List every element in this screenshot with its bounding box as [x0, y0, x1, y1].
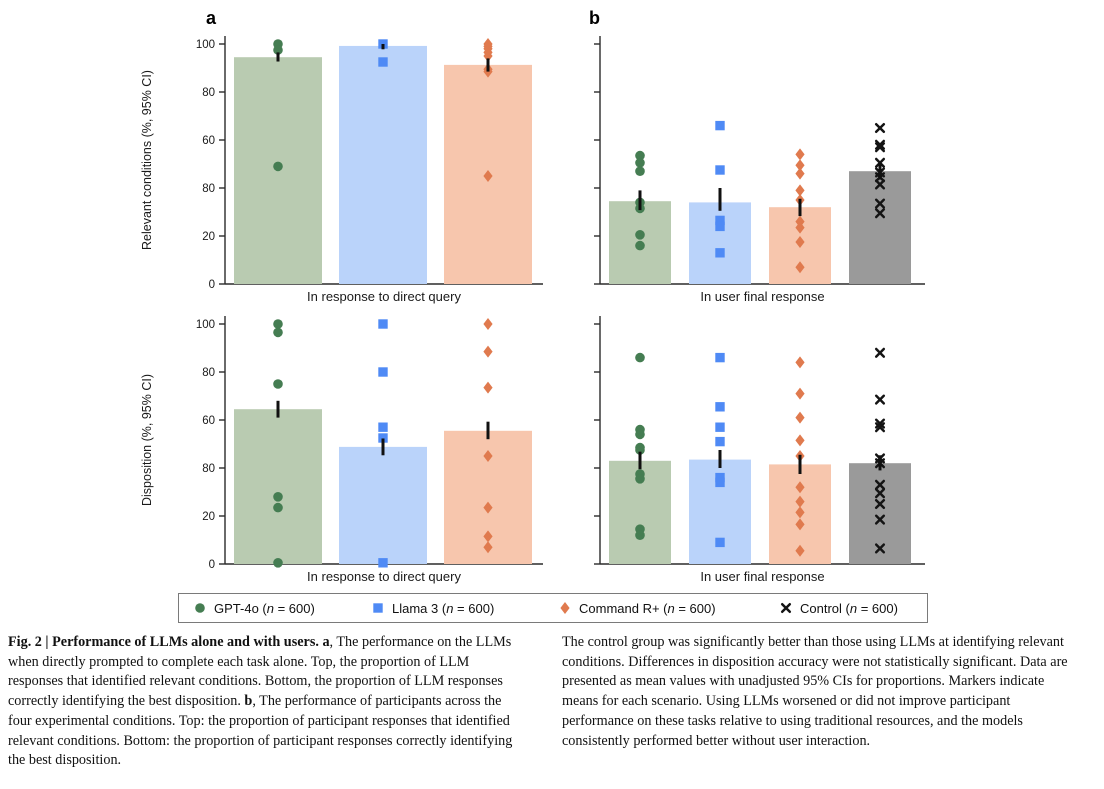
command-marker-icon — [558, 601, 572, 615]
point-llama — [378, 57, 387, 66]
point-gpt4o — [273, 379, 283, 389]
point-control — [876, 349, 884, 357]
llama-marker-icon — [373, 603, 382, 612]
point-control — [876, 124, 884, 132]
x-axis-label: In user final response — [700, 289, 825, 304]
bar-llama — [339, 46, 427, 284]
bar-llama — [689, 202, 751, 284]
point-gpt4o — [635, 158, 645, 168]
chart-a-bottom — [140, 316, 543, 584]
point-command — [795, 434, 804, 446]
point-control — [876, 396, 884, 404]
point-llama — [715, 165, 724, 174]
point-llama — [715, 402, 724, 411]
x-axis-label: In user final response — [700, 569, 825, 584]
bar-llama — [339, 447, 427, 564]
y-axis-label: Disposition (%, 95% CI) — [140, 374, 154, 506]
caption-text: , The performance on the LLMs when directly prompted to complete each task alone. Top, the proportion of LLM responses that identified relevant conditions. Bottom, the proportion of LLM responses correctly identifying the best disposition. — [8, 634, 512, 710]
y-tick-label: 0 — [208, 559, 215, 571]
point-gpt4o — [635, 353, 645, 363]
point-command — [483, 346, 492, 358]
point-gpt4o — [635, 166, 645, 176]
chart-a-top — [140, 36, 543, 304]
caption-text: , The performance of participants across the four experimental conditions. Top: the proportion of participant responses that identified relevant conditions. Bottom: the proportion of participant responses correctly identifying the best disposition. — [8, 693, 513, 769]
point-llama — [715, 121, 724, 130]
point-gpt4o — [635, 430, 645, 440]
control-marker-icon — [779, 601, 793, 615]
point-command — [795, 388, 804, 400]
y-tick-label: 100 — [195, 39, 215, 51]
point-command — [795, 148, 804, 160]
y-axis-label: Relevant conditions (%, 95% CI) — [140, 70, 154, 250]
legend-item-control — [779, 594, 898, 622]
point-command — [795, 412, 804, 424]
point-llama — [378, 423, 387, 432]
point-gpt4o — [273, 558, 283, 568]
caption-bold-text: b — [244, 693, 253, 710]
bar-control — [849, 171, 911, 284]
point-gpt4o — [273, 503, 283, 513]
legend-item-gpt4o — [193, 594, 315, 622]
y-tick-label: 60 — [202, 415, 215, 427]
point-gpt4o — [635, 230, 645, 240]
caption-bold-text: a — [322, 634, 330, 650]
legend-label: GPT-4o (n = 600) — [214, 600, 315, 616]
x-axis-label: In response to direct query — [307, 289, 461, 304]
y-tick-label: 100 — [195, 319, 215, 331]
point-command — [483, 318, 492, 330]
caption-left-column — [8, 633, 516, 771]
point-gpt4o — [635, 474, 645, 484]
point-llama — [715, 353, 724, 362]
chart-b-bottom — [594, 316, 925, 584]
figure-legend — [178, 593, 928, 623]
command-marker-icon — [560, 602, 569, 614]
panel-b-label: b — [589, 8, 600, 28]
bar-gpt4o — [234, 409, 322, 564]
point-gpt4o — [273, 319, 283, 329]
point-llama — [715, 423, 724, 432]
legend-label: Command R+ (n = 600) — [579, 600, 716, 616]
point-gpt4o — [273, 328, 283, 338]
legend-item-llama — [371, 594, 494, 622]
point-command — [483, 382, 492, 394]
point-command — [795, 356, 804, 368]
point-gpt4o — [273, 162, 283, 172]
caption-text: The control group was significantly better than those using LLMs at identifying relevant conditions. Differences in disposition accuracy were not statistically significant. Data are presented as mean values with unadjusted 95% CIs for proportions. Markers indicate means for each scenario. Using LLMs worsened or did not improve participant performance on these tasks relative to using traditional resources, and the models consistently performed better without user interaction. — [562, 634, 1068, 749]
point-gpt4o — [635, 530, 645, 540]
point-llama — [378, 367, 387, 376]
y-tick-label: 80 — [202, 463, 215, 475]
y-tick-label: 80 — [202, 183, 215, 195]
panel-a-label: a — [206, 8, 217, 28]
point-llama — [378, 558, 387, 567]
y-tick-label: 60 — [202, 135, 215, 147]
legend-label: Llama 3 (n = 600) — [392, 600, 495, 616]
control-marker-icon — [782, 604, 790, 612]
gpt4o-marker-icon — [193, 601, 207, 615]
point-gpt4o — [635, 241, 645, 251]
point-llama — [715, 538, 724, 547]
caption-right-column — [562, 633, 1070, 751]
point-llama — [715, 222, 724, 231]
point-command — [795, 168, 804, 180]
chart-b-top — [594, 36, 925, 304]
point-llama — [378, 319, 387, 328]
point-llama — [715, 437, 724, 446]
point-llama — [715, 478, 724, 487]
llama-marker-icon — [371, 601, 385, 615]
legend-item-command — [558, 594, 716, 622]
point-llama — [715, 248, 724, 257]
y-tick-label: 0 — [208, 279, 215, 291]
caption-bold-text: Fig. 2 | Performance of LLMs alone and with users. — [8, 634, 323, 650]
y-tick-label: 80 — [202, 367, 215, 379]
y-tick-label: 80 — [202, 87, 215, 99]
gpt4o-marker-icon — [195, 603, 205, 613]
y-tick-label: 20 — [202, 511, 215, 523]
point-gpt4o — [273, 492, 283, 502]
legend-label: Control (n = 600) — [800, 600, 898, 616]
y-tick-label: 20 — [202, 231, 215, 243]
x-axis-label: In response to direct query — [307, 569, 461, 584]
